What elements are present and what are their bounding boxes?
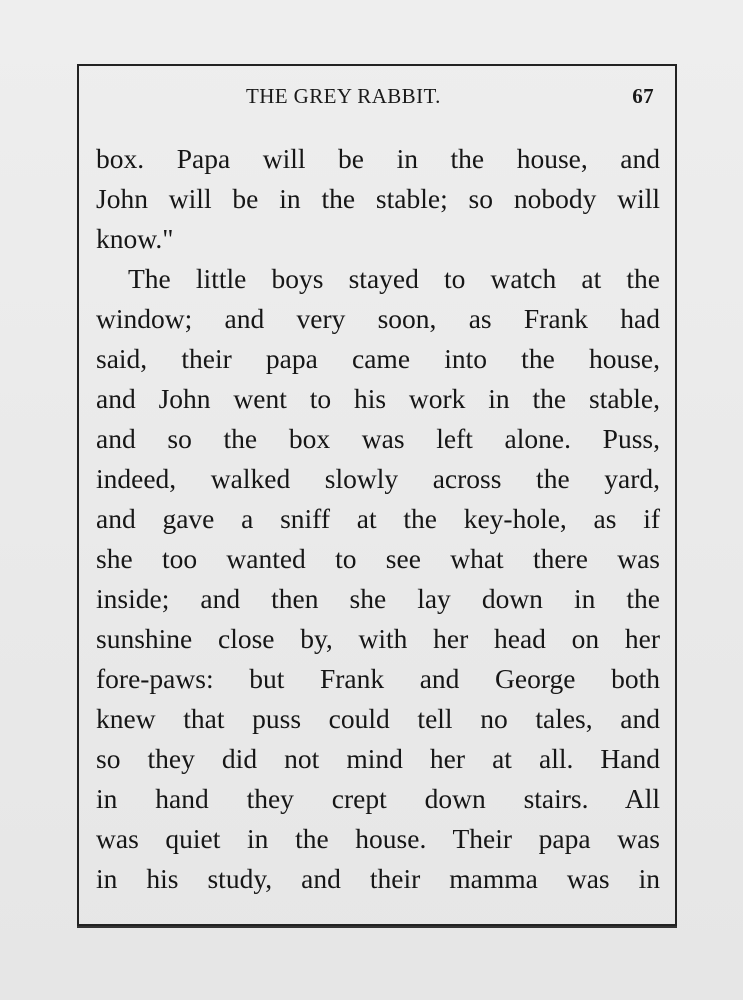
text-line: in his study, and their mamma was in <box>96 863 660 894</box>
text-line: in hand they crept down stairs. All <box>96 783 660 814</box>
text-line: and John went to his work in the stable, <box>96 383 660 414</box>
bottom-rule <box>77 926 677 928</box>
text-line: box. Papa will be in the house, and <box>96 143 660 174</box>
text-line: and so the box was left alone. Puss, <box>96 423 660 454</box>
text-line: The little boys stayed to watch at the <box>128 263 660 294</box>
text-line: sunshine close by, with her head on her <box>96 623 660 654</box>
text-line: indeed, walked slowly across the yard, <box>96 463 660 494</box>
running-header <box>240 84 660 114</box>
text-line: fore-paws: but Frank and George both <box>96 663 660 694</box>
text-line: she too wanted to see what there was <box>96 543 660 574</box>
text-line: window; and very soon, as Frank had <box>96 303 660 334</box>
text-line: and gave a sniff at the key-hole, as if <box>96 503 660 534</box>
text-line: inside; and then she lay down in the <box>96 583 660 614</box>
text-line: knew that puss could tell no tales, and <box>96 703 660 734</box>
text-line: so they did not mind her at all. Hand <box>96 743 660 774</box>
text-line: John will be in the stable; so nobody will <box>96 183 660 214</box>
page-number: 67 <box>632 84 654 108</box>
body-text <box>96 139 660 899</box>
text-line: said, their papa came into the house, <box>96 343 660 374</box>
running-title: THE GREY RABBIT. <box>246 84 441 108</box>
text-line: was quiet in the house. Their papa was <box>96 823 660 854</box>
text-line: know." <box>96 223 174 254</box>
